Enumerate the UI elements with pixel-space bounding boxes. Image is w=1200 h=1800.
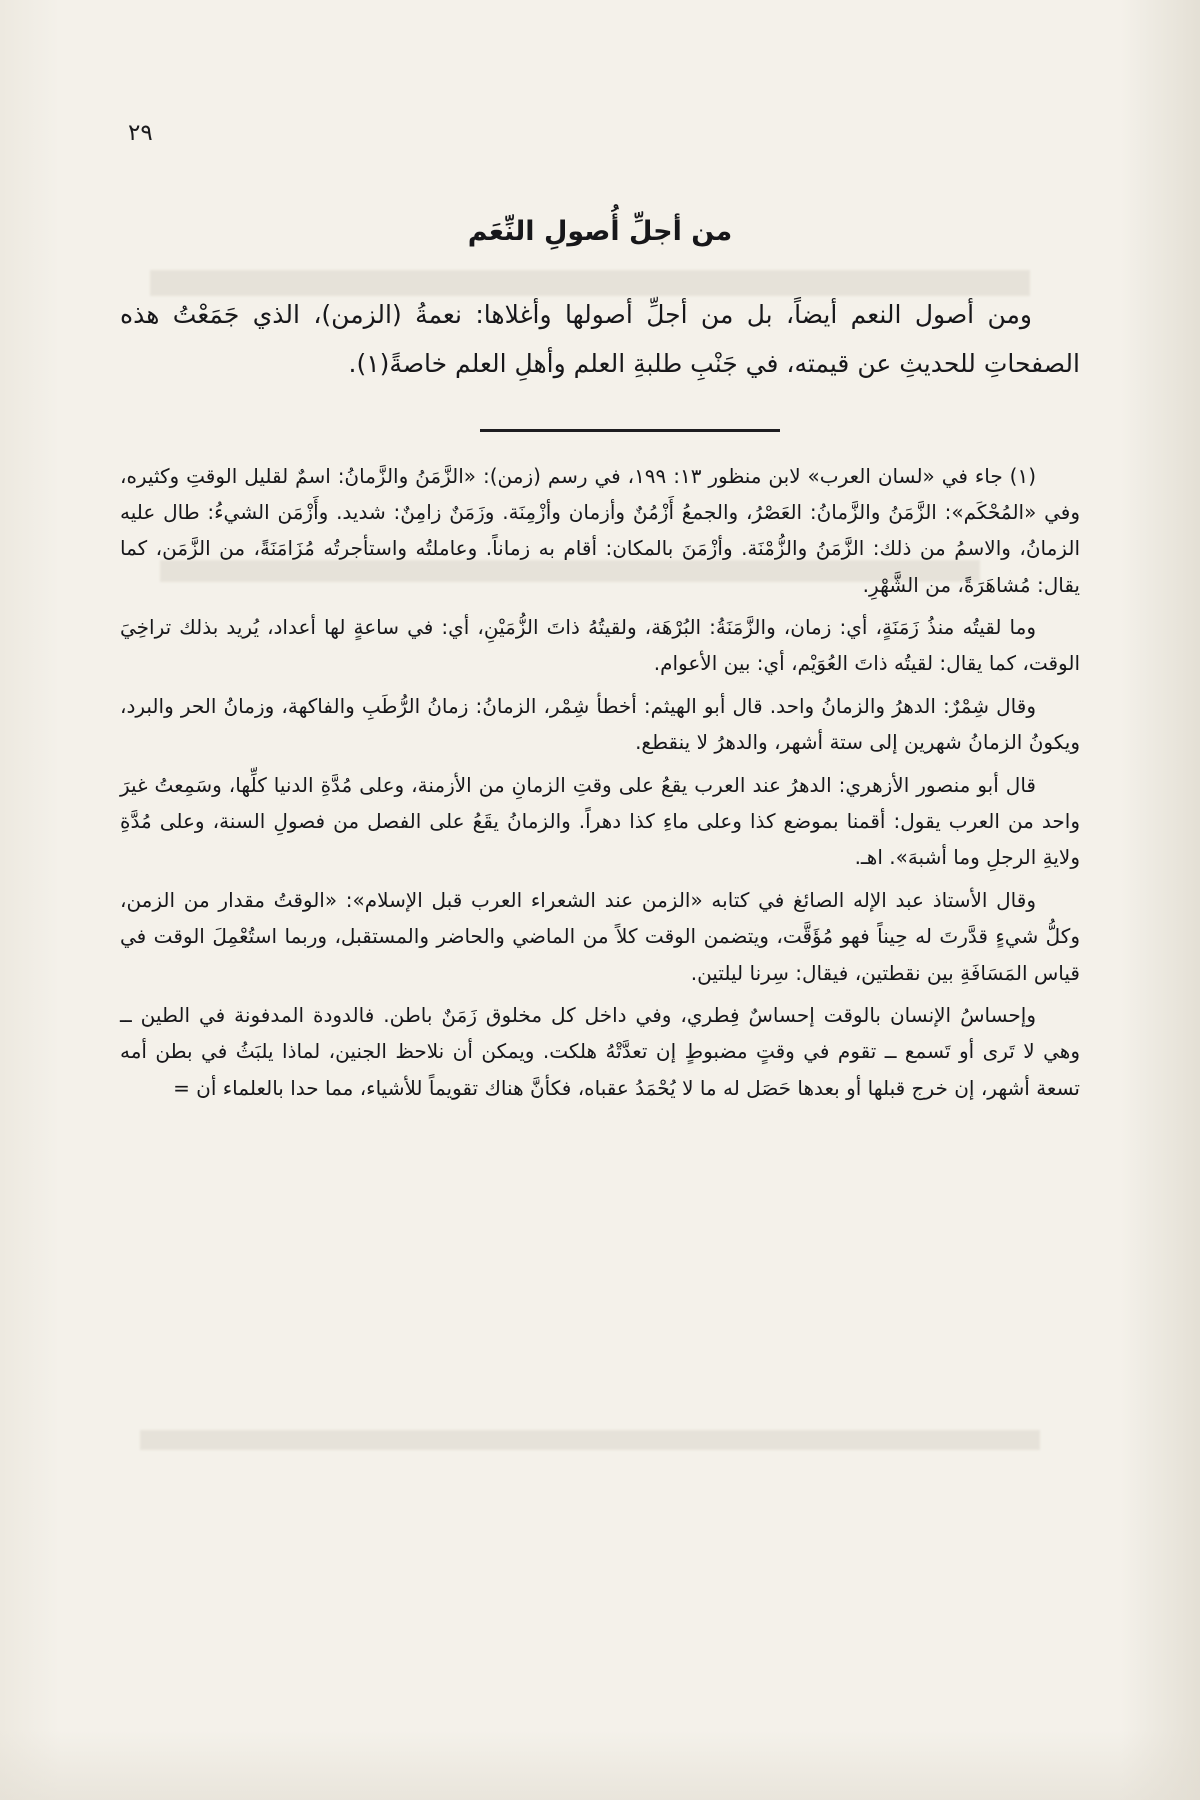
main-paragraph: ومن أصول النعم أيضاً، بل من أجلِّ أصولها وأغلاها: نعمةُ (الزمن)، الذي جَمَعْتُ هذه الصفحاتِ للحديثِ عن قيمته، في جَنْبِ طلبةِ العلم وأهلِ العلم خاصةً(١).: [120, 300, 1080, 378]
footnote-paragraph-3: وقال شِمْرٌ: الدهرُ والزمانُ واحد. قال أبو الهيثم: أخطأ شِمْر، الزمانُ: زمانُ الرُّطَبِ والفاكهة، وزمانُ الحر والبرد، ويكونُ الزمانُ شهرين إلى ستة أشهر، والدهرُ لا ينقطع.: [120, 693, 1080, 755]
footnote-paragraph-4: قال أبو منصور الأزهري: الدهرُ عند العرب يقعُ على وقتِ الزمانِ من الأزمنة، وعلى مُدَّةِ الدنيا كلِّها، وسَمِعتُ غيرَ واحد من العرب يقول: أقمنا بموضع كذا وعلى ماءِ كذا دهراً. والزمانُ يقَعُ على الفصل من فصولِ السنة، وعلى مُدَّةِ ولايةِ الرجلِ وما أشبهَ». اهـ.: [120, 772, 1080, 870]
page-edge-bottom: [0, 1730, 1200, 1800]
footnote-paragraph-6: وإحساسُ الإنسان بالوقت إحساسٌ فِطري، وفي داخل كل مخلوق زَمَنٌ باطن. فالدودة المدفونة في الطين ــ وهي لا تَرى أو تَسمع ــ تقوم في وقتٍ مضبوطٍ إن تعدَّتْهُ هلكت. ويمكن أن نلاحظ الجنين، لماذا يلبَثُ في بطن أمه تسعة أشهر، إن خرج قبلها أو بعدها حَصَل له ما لا يُحْمَدُ عقباه، فكأنَّ هناك تقويماً للأشياء، مما حدا بالعلماء أن =: [120, 1002, 1080, 1100]
page-title: من أجلِّ أُصولِ النِّعَم: [467, 216, 733, 247]
footnote-paragraph-1: (١) جاء في «لسان العرب» لابن منظور ١٣: ١٩٩، في رسم (زمن): «الزَّمَنُ والزَّمانُ: اسمٌ لقليل الوقتِ وكثيره، وفي «المُحْكَم»: الزَّمَنُ والزَّمانُ: العَصْرُ، والجمعُ أَزْمُنٌ وأزمان وأزْمِنَة. وزَمَنٌ زامِنٌ: شديد. وأَزْمَن الشيءُ: طال عليه الزمانُ، والاسمُ من ذلك: الزَّمَنُ والزُّمْنَة. وأزْمَنَ بالمكان: أقام به زماناً. وعاملتُه واستأجرتُه مُزَامَنَةً، من الزَّمَن، كما يقال: مُشاهَرَةً، من الشَّهْرِ.: [120, 463, 1080, 597]
page-number: ٢٩: [128, 120, 153, 146]
footnote-separator: [480, 429, 780, 432]
page-edge-left: [0, 0, 60, 1800]
footnote-paragraph-5: وقال الأستاذ عبد الإله الصائغ في كتابه «الزمن عند الشعراء العرب قبل الإسلام»: «الوقتُ مقدار من الزمن، وكلُّ شيءٍ قدَّرتَ له حِيناً فهو مُؤَقَّت، ويتضمن الوقت كلاً من الماضي والحاضر والمستقبل، وربما استُعْمِلَ الوقت في قياس المَسَافَةِ بين نقطتين، فيقال: سِرنا ليلتين.: [120, 887, 1080, 985]
page-content: [120, 120, 1080, 1740]
page-edge-right: [1120, 0, 1200, 1800]
footnote-paragraph-2: وما لقيتُه منذُ زَمَنَةٍ، أي: زمان، والزَّمَنَةُ: البُرْهَة، ولقيتُهُ ذاتَ الزُّمَيْنِ، أي: في ساعةٍ لها أعداد، يُريد بذلك تراخِيَ الوقت، كما يقال: لقيتُه ذاتَ العُوَيْم، أي: بين الأعوام.: [120, 615, 1080, 676]
